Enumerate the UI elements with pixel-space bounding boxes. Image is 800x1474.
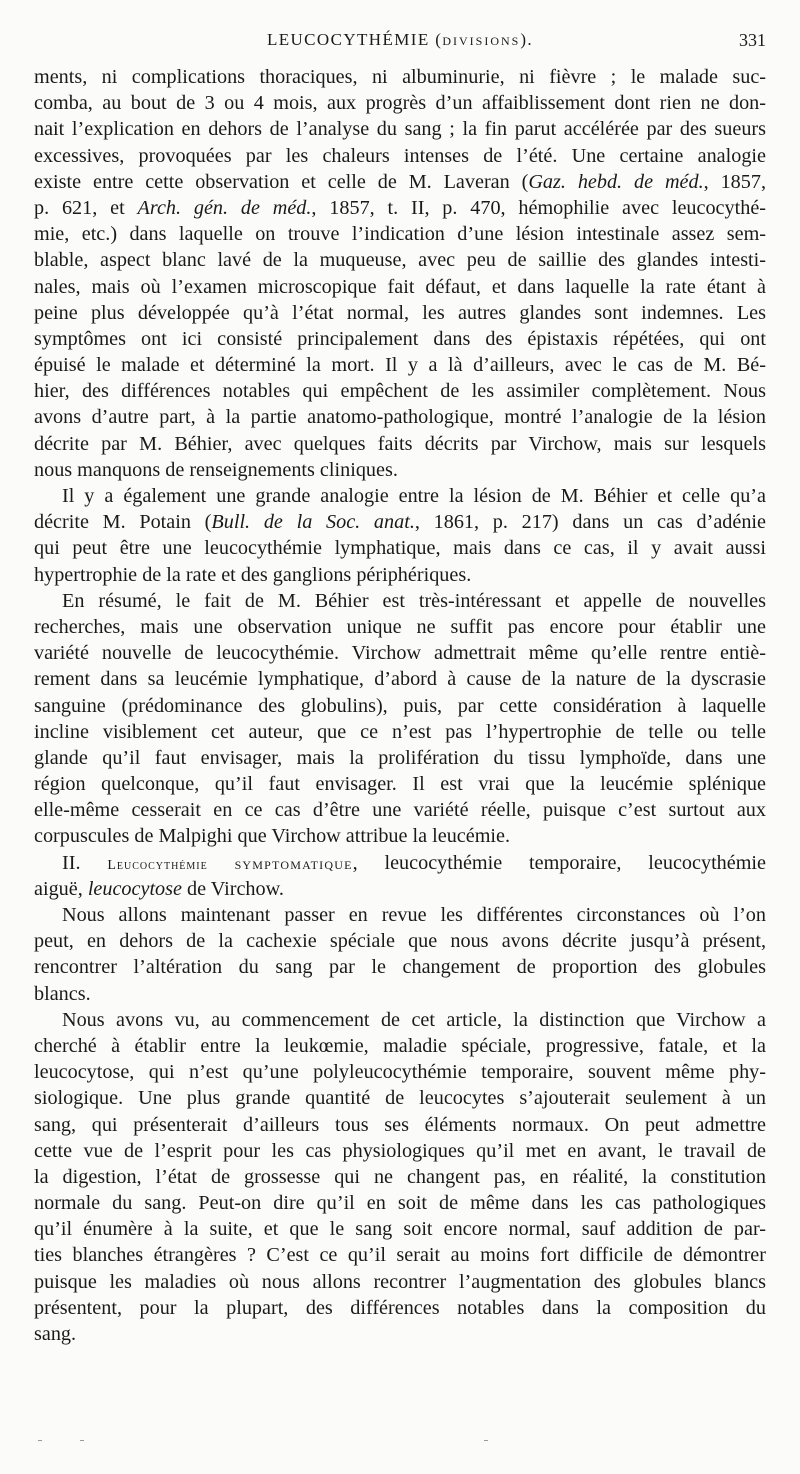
text-line — [34, 457, 766, 483]
line-text: avons d’autre part, à la partie anatomo-pathologique, montré l’analogie de la lésion — [34, 406, 766, 429]
line-text: incline visiblement cet auteur, que ce n’est pas l’hypertrophie de telle ou telle — [34, 720, 766, 743]
citation-italic: Bull. de la Soc. anat. — [211, 511, 415, 534]
text-line — [34, 64, 766, 90]
text-line — [34, 1321, 766, 1347]
line-text: nales, mais où l’examen microscopique fait défaut, et dans laquelle la rate étant à — [34, 275, 766, 298]
speck — [484, 1440, 488, 1441]
line-text: nait l’explication en dehors de l’analyse du sang ; la fin parut accélérée par des sueurs — [34, 118, 766, 141]
line-text: normale du sang. Peut-on dire qu’il en soit de même dans les cas pathologiques — [34, 1192, 766, 1215]
text-line — [34, 90, 766, 116]
text-line — [34, 1242, 766, 1268]
text-line — [34, 509, 766, 535]
line-text: rencontrer l’altération du sang par le changement de proportion des globules — [34, 956, 766, 979]
text-line — [34, 1216, 766, 1242]
line-text: de Virchow. — [181, 877, 284, 900]
text-line — [34, 928, 766, 954]
page-header — [34, 30, 766, 56]
text-line — [34, 797, 766, 823]
text-line — [34, 693, 766, 719]
line-text: puisque les maladies où nous allons recontrer l’augmentation des globules blancs — [34, 1270, 766, 1293]
text-line — [34, 981, 766, 1007]
line-text: p. 621, et — [34, 196, 138, 219]
line-text: cherché à établir entre la leukœmie, maladie spéciale, progressive, fatale, et la — [34, 1034, 766, 1057]
line-text: mie, etc.) dans laquelle on trouve l’indication d’une lésion intestinale assez sem- — [34, 223, 766, 246]
text-line — [34, 1190, 766, 1216]
text-line — [34, 562, 766, 588]
text-line — [34, 745, 766, 771]
running-title-main: LEUCOCYTHÉMIE — [266, 30, 430, 49]
line-text: , leucocythémie temporaire, leucocythémie — [352, 851, 766, 874]
page-number: 331 — [739, 30, 766, 50]
text-line — [34, 535, 766, 561]
line-text: elle-même cesserait en ce cas d’être une variété réelle, puisque c’est surtout aux — [34, 799, 766, 822]
text-line — [34, 614, 766, 640]
line-text: peut, en dehors de la cachexie spéciale que nous avons décrite jusqu’à présent, — [34, 930, 766, 953]
text-line — [34, 352, 766, 378]
text-line — [34, 274, 766, 300]
line-text: région quelconque, qu’il faut envisager. Il est vrai que la leucémie splénique — [34, 773, 766, 796]
line-text: aiguë, — [34, 877, 88, 900]
line-text: symptômes ont ici consisté principalement dans des épistaxis répétées, qui ont — [34, 327, 766, 350]
line-text: qu’il énumère à la suite, et que le sang soit encore normal, sauf addition de par- — [34, 1218, 766, 1241]
section-title-smallcaps: Leucocythémie — [107, 857, 208, 873]
line-text: siologique. Une plus grande quantité de leucocytes s’ajouterait seulement à un — [34, 1087, 766, 1110]
text-line — [34, 221, 766, 247]
line-text: rement dans sa leucémie lymphatique, d’abord à cause de la nature de la dyscrasie — [34, 668, 766, 691]
text-line — [34, 378, 766, 404]
running-title-divisions: DIVISIONS — [442, 34, 521, 48]
text-line — [34, 1164, 766, 1190]
text-line — [34, 876, 766, 902]
line-text: blable, aspect blanc lavé de la muqueuse, avec peu de saillie des glandes intesti- — [34, 249, 766, 272]
text-line — [34, 823, 766, 849]
line-text: nous manquons de renseignements cliniques. — [34, 458, 398, 481]
running-title-paren-open: ( — [435, 30, 443, 49]
text-line — [34, 666, 766, 692]
line-text: , 1861, p. 217) dans un cas d’adénie — [414, 511, 767, 534]
text-line — [34, 404, 766, 430]
section-number: II. — [62, 851, 108, 874]
line-text: qui peut être une leucocythémie lymphatique, mais dans ce cas, il y avait aussi — [34, 537, 766, 560]
line-text: hypertrophie de la rate et des ganglions périphériques. — [34, 563, 472, 586]
line-text: peine plus développée qu’à l’état normal, les autres glandes sont indemnes. Les — [34, 301, 766, 324]
section-heading-line — [34, 850, 766, 876]
line-text — [208, 852, 235, 874]
text-line — [34, 431, 766, 457]
line-text: sang, qui présenterait d’ailleurs tous ses éléments normaux. On peut admettre — [34, 1113, 766, 1136]
running-title-paren-close: ). — [520, 30, 534, 49]
text-line — [34, 169, 766, 195]
line-text: décrite M. Potain ( — [34, 511, 212, 534]
text-line — [34, 1269, 766, 1295]
line-text: leucocytose, qui n’est qu’une polyleucocythémie temporaire, souvent même phy- — [34, 1061, 766, 1084]
line-text: corpuscules de Malpighi que Virchow attribue la leucémie. — [34, 825, 511, 848]
line-text: épuisé le malade et déterminé la mort. Il y a là d’ailleurs, avec le cas de M. Bé- — [34, 354, 766, 377]
line-text: Nous avons vu, au commencement de cet article, la distinction que Virchow a — [62, 1008, 766, 1031]
line-text: comba, au bout de 3 ou 4 mois, aux progrès d’un affaiblissement dont rien ne don- — [34, 92, 766, 115]
line-text: excessives, provoquées par les chaleurs intenses de l’été. Une certaine analogie — [34, 144, 766, 167]
line-text: blancs. — [34, 982, 91, 1005]
section-subtitle-smallcaps: SYMPTOMATIQUE — [234, 857, 353, 872]
line-text: Il y a également une grande analogie entre la lésion de M. Béhier et celle qu’a — [62, 485, 766, 507]
line-text: présentent, pour la plupart, des différences notables dans la composition du — [34, 1296, 766, 1319]
text-line — [34, 954, 766, 980]
line-text: hier, des différences notables qui empêchent de les assimiler complètement. Nous — [34, 380, 766, 403]
speck — [80, 1440, 84, 1441]
speck — [38, 1440, 42, 1441]
citation-italic: Arch. gén. de méd. — [137, 196, 312, 219]
text-line — [34, 143, 766, 169]
text-line — [34, 719, 766, 745]
line-text: décrite par M. Béhier, avec quelques faits décrits par Virchow, mais sur lesquels — [34, 432, 766, 455]
text-line — [34, 1138, 766, 1164]
line-text: la digestion, l’état de grossesse qui ne changent pas, en réalité, la constitution — [34, 1165, 766, 1188]
line-text: ments, ni complications thoraciques, ni albuminurie, ni fièvre ; le malade suc- — [34, 66, 766, 88]
text-line — [34, 640, 766, 666]
text-line — [34, 247, 766, 273]
text-line — [34, 195, 766, 221]
text-line — [34, 588, 766, 614]
text-line — [34, 483, 766, 509]
line-text: cette vue de l’esprit pour les cas physiologiques qu’il met en avant, le travail de — [34, 1139, 766, 1162]
text-line — [34, 1033, 766, 1059]
term-italic: leucocytose — [87, 877, 182, 900]
text-line — [34, 1085, 766, 1111]
line-text: Nous allons maintenant passer en revue les différentes circonstances où l’on — [62, 904, 766, 926]
line-text: glande qu’il faut envisager, mais la prolifération du tissu lymphoïde, dans une — [34, 746, 766, 769]
line-text: existe entre cette observation et celle de M. Laveran ( — [34, 170, 529, 193]
text-line — [34, 300, 766, 326]
line-text: ties blanches étrangères ? C’est ce qu’il serait au moins fort difficile de démontrer — [34, 1244, 766, 1267]
text-line — [34, 771, 766, 797]
citation-italic: Gaz. hebd. de méd. — [528, 170, 704, 193]
text-line — [34, 902, 766, 928]
body-text — [34, 64, 766, 1347]
text-line — [34, 1112, 766, 1138]
text-line — [34, 116, 766, 142]
line-text: En résumé, le fait de M. Béhier est très-intéressant et appelle de nouvelles — [62, 589, 766, 612]
line-text: sang. — [34, 1323, 77, 1345]
text-line — [34, 1007, 766, 1033]
line-text: variété nouvelle de leucocythémie. Virchow admettrait même qu’elle rentre entiè- — [34, 642, 766, 665]
text-line — [34, 1059, 766, 1085]
text-line — [34, 326, 766, 352]
line-text: , 1857, — [703, 170, 767, 193]
line-text: sanguine (prédominance des globulins), puis, par cette considération à laquelle — [34, 694, 766, 717]
line-text: , 1857, t. II, p. 470, hémophilie avec leucocythé- — [311, 196, 766, 219]
text-line — [34, 1295, 766, 1321]
scan-specks — [34, 1438, 766, 1448]
line-text: recherches, mais une observation unique ne suffit pas encore pour établir une — [34, 615, 766, 638]
running-title — [34, 30, 766, 50]
